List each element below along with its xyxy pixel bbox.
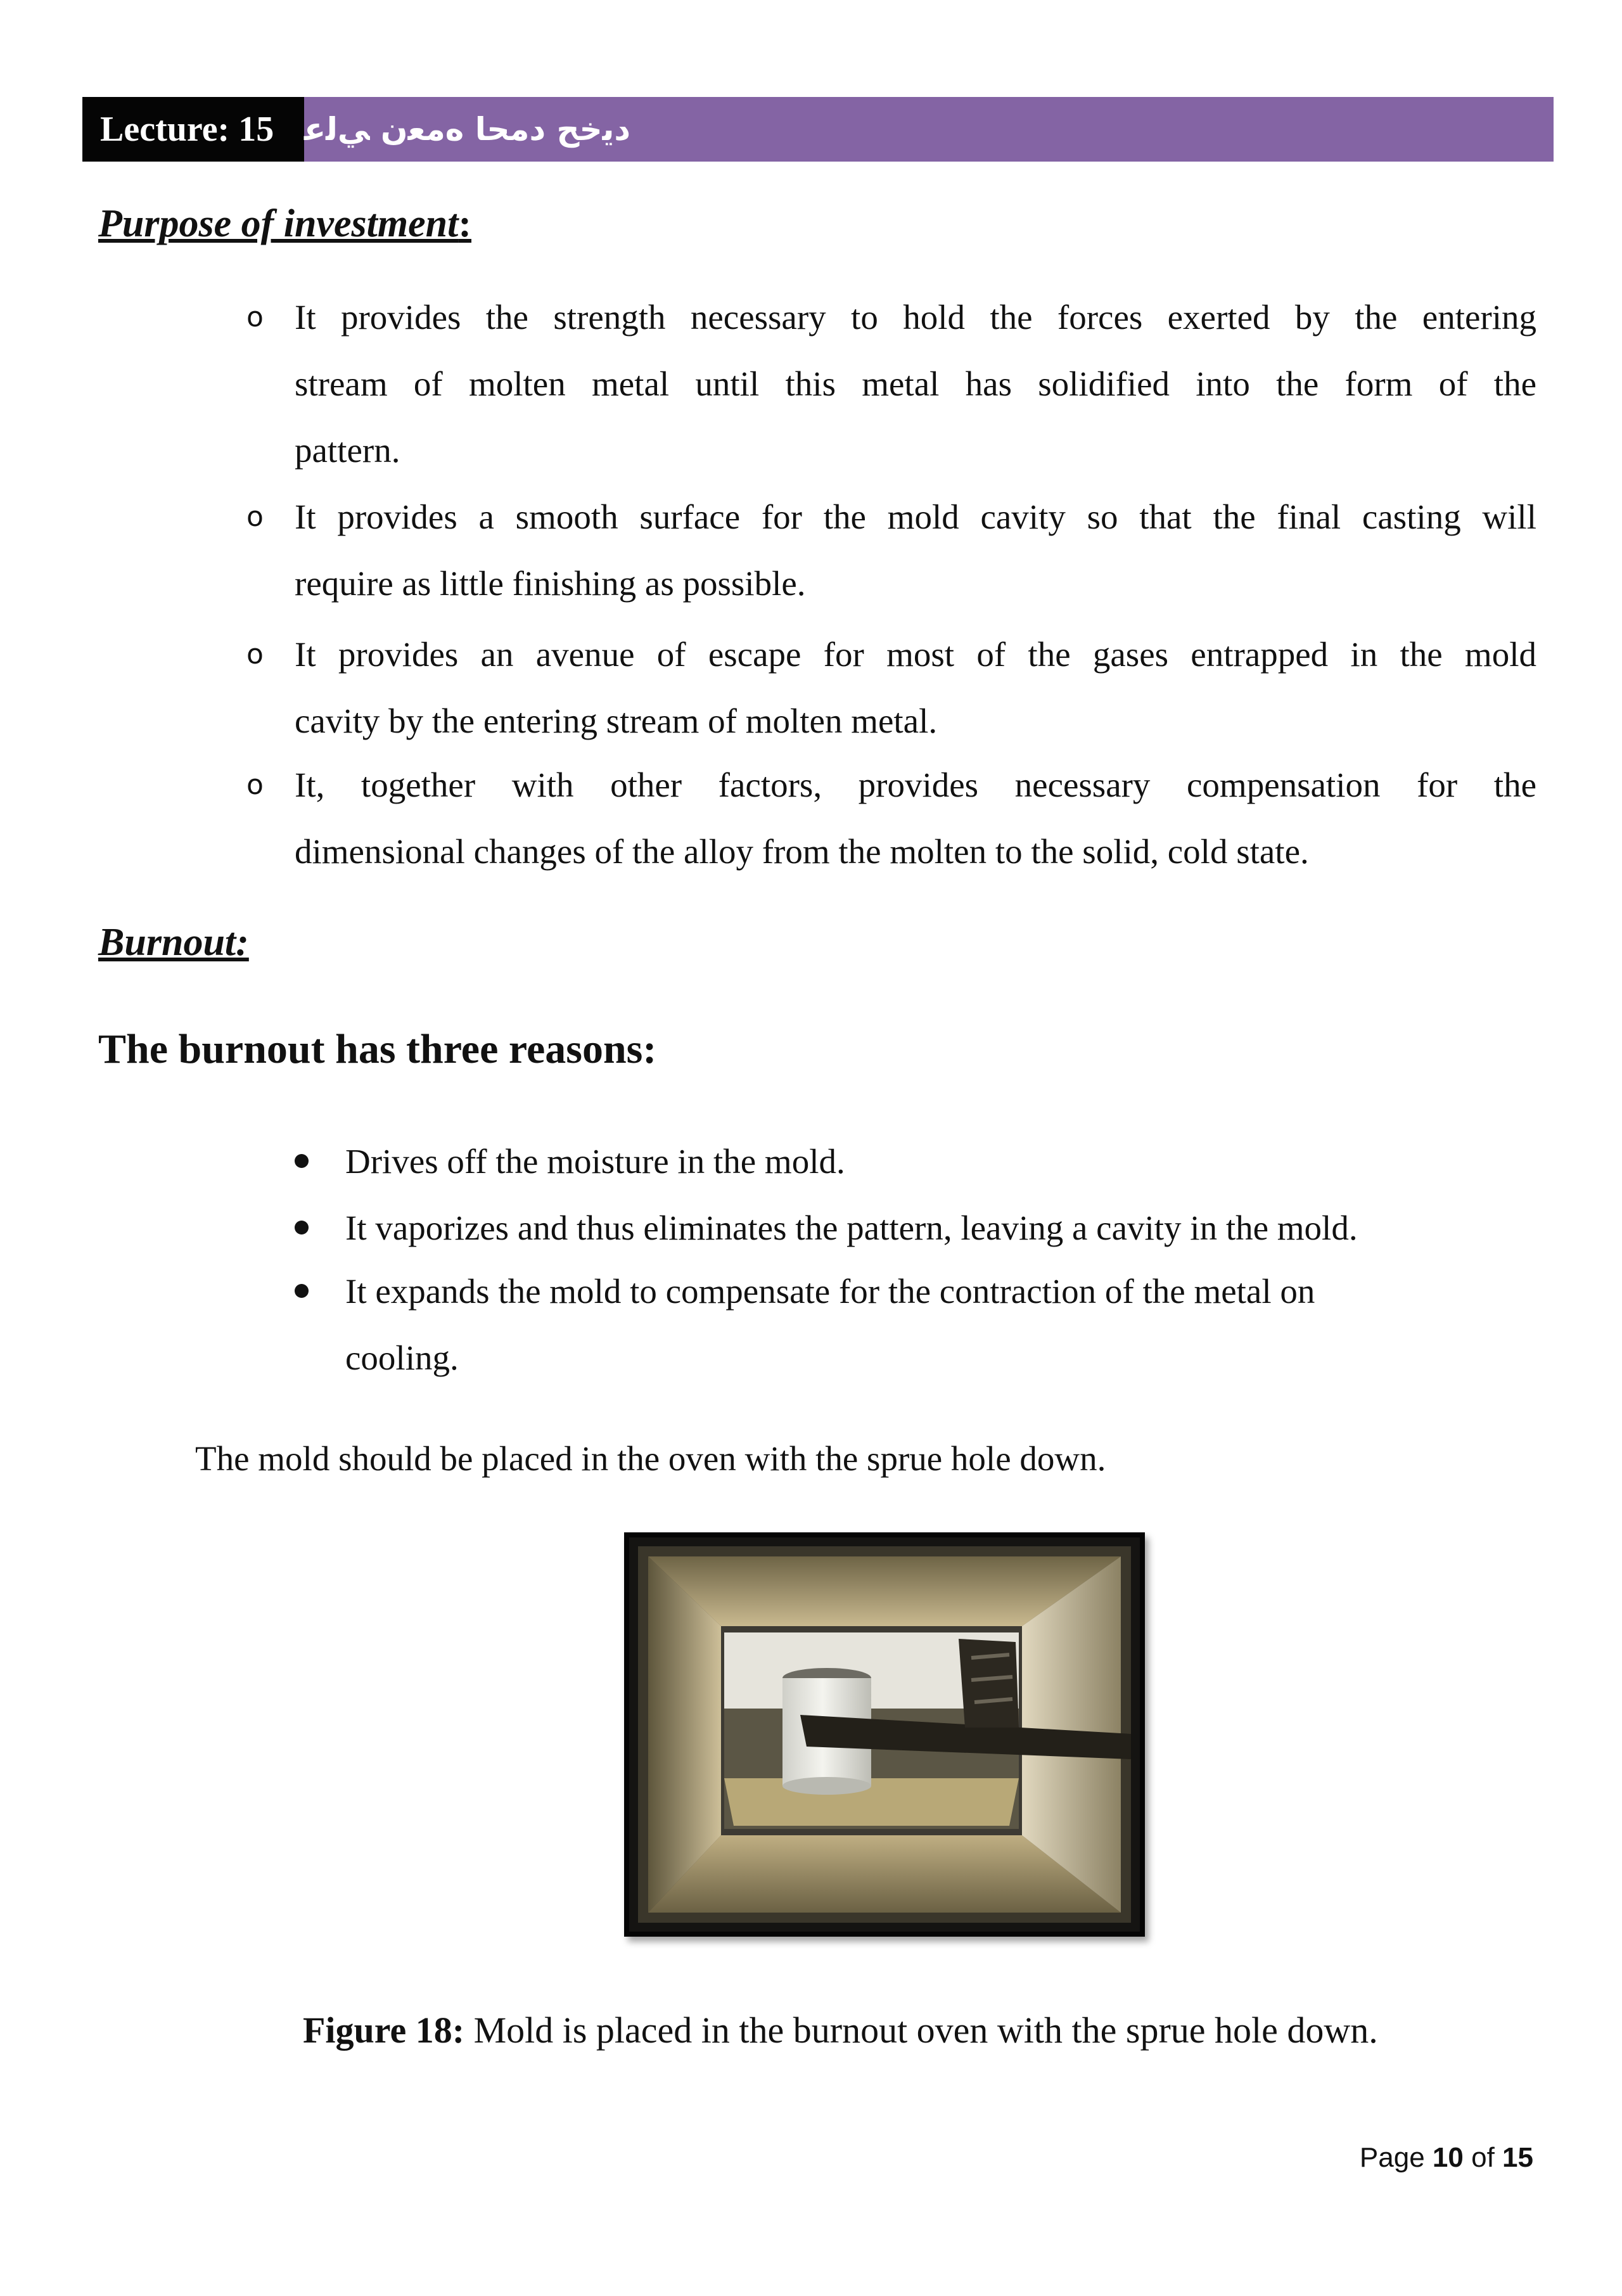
purpose-item-3-line1: It provides an avenue of escape for most of the gases entrapped in the mold bbox=[295, 635, 1536, 674]
purpose-item-1-line3: pattern. bbox=[295, 431, 400, 470]
circle-bullet-icon: o bbox=[246, 769, 264, 801]
page-number bbox=[1360, 2142, 1533, 2174]
section-title-purpose-text: Purpose of investment bbox=[98, 202, 459, 245]
burnout-bullet-2-text: It vaporizes and thus eliminates the pattern, leaving a cavity in the mold. bbox=[345, 1209, 1358, 1247]
header-bar bbox=[82, 97, 1554, 162]
burnout-bullet-1 bbox=[345, 1128, 1524, 1195]
circle-bullet-icon: o bbox=[246, 501, 264, 533]
page-of: of bbox=[1471, 2142, 1495, 2173]
section-title-purpose bbox=[98, 202, 471, 247]
purpose-item-3-line2: cavity by the entering stream of molten metal. bbox=[295, 702, 938, 740]
burnout-oven-photo-drawing bbox=[629, 1537, 1140, 1932]
burnout-bullet-1-text: Drives off the moisture in the mold. bbox=[345, 1142, 845, 1181]
bullet-dot-icon bbox=[295, 1284, 309, 1298]
bullet-dot-icon bbox=[295, 1154, 309, 1168]
figure-caption-text: Mold is placed in the burnout oven with the sprue hole down. bbox=[473, 2010, 1378, 2051]
purpose-item-2-line2: require as little finishing as possible. bbox=[295, 564, 806, 603]
burnout-note: The mold should be placed in the oven with the sprue hole down. bbox=[195, 1439, 1106, 1478]
page-current: 10 bbox=[1432, 2142, 1464, 2173]
figure-label: Figure 18: bbox=[303, 2010, 465, 2051]
purpose-item-2-line1: It provides a smooth surface for the mold cavity so that the final casting will bbox=[295, 497, 1536, 536]
burnout-subheading: The burnout has three reasons: bbox=[98, 1026, 657, 1072]
burnout-oven-photo bbox=[624, 1532, 1145, 1937]
purpose-item-1-line1: It provides the strength necessary to hold the forces exerted by the entering bbox=[295, 298, 1536, 337]
burnout-bullet-2 bbox=[345, 1195, 1524, 1261]
bullet-dot-icon bbox=[295, 1221, 309, 1235]
purpose-item-4-line1: It, together with other factors, provides necessary compensation for the bbox=[295, 766, 1536, 804]
burnout-bullet-3-line2: cooling. bbox=[345, 1338, 459, 1377]
purpose-item-4-line2: dimensional changes of the alloy from the molten to the solid, cold state. bbox=[295, 832, 1309, 871]
section-title-burnout: Burnout: bbox=[98, 921, 249, 964]
circle-bullet-icon: o bbox=[246, 301, 264, 333]
figure-caption bbox=[303, 2009, 1378, 2051]
page-total: 15 bbox=[1502, 2142, 1533, 2173]
page-prefix: Page bbox=[1359, 2142, 1425, 2173]
purpose-item-3 bbox=[246, 621, 1536, 754]
purpose-item-1-line2: stream of molten metal until this metal has solidified into the form of the bbox=[295, 364, 1536, 403]
purpose-item-2 bbox=[246, 484, 1536, 617]
burnout-bullet-3-line1: It expands the mold to compensate for the contraction of the metal on bbox=[345, 1272, 1315, 1311]
section-title-purpose-colon: : bbox=[458, 202, 471, 245]
lecture-label: Lecture: 15 bbox=[82, 97, 304, 162]
purpose-item-4 bbox=[246, 752, 1536, 885]
circle-bullet-icon: o bbox=[246, 638, 264, 670]
author-name: دﯾﺧﺢ دمحا هﻣﻌن ﻲﻟﻋ bbox=[304, 97, 1554, 162]
purpose-item-1 bbox=[246, 284, 1536, 484]
burnout-bullet-3 bbox=[345, 1258, 1524, 1391]
